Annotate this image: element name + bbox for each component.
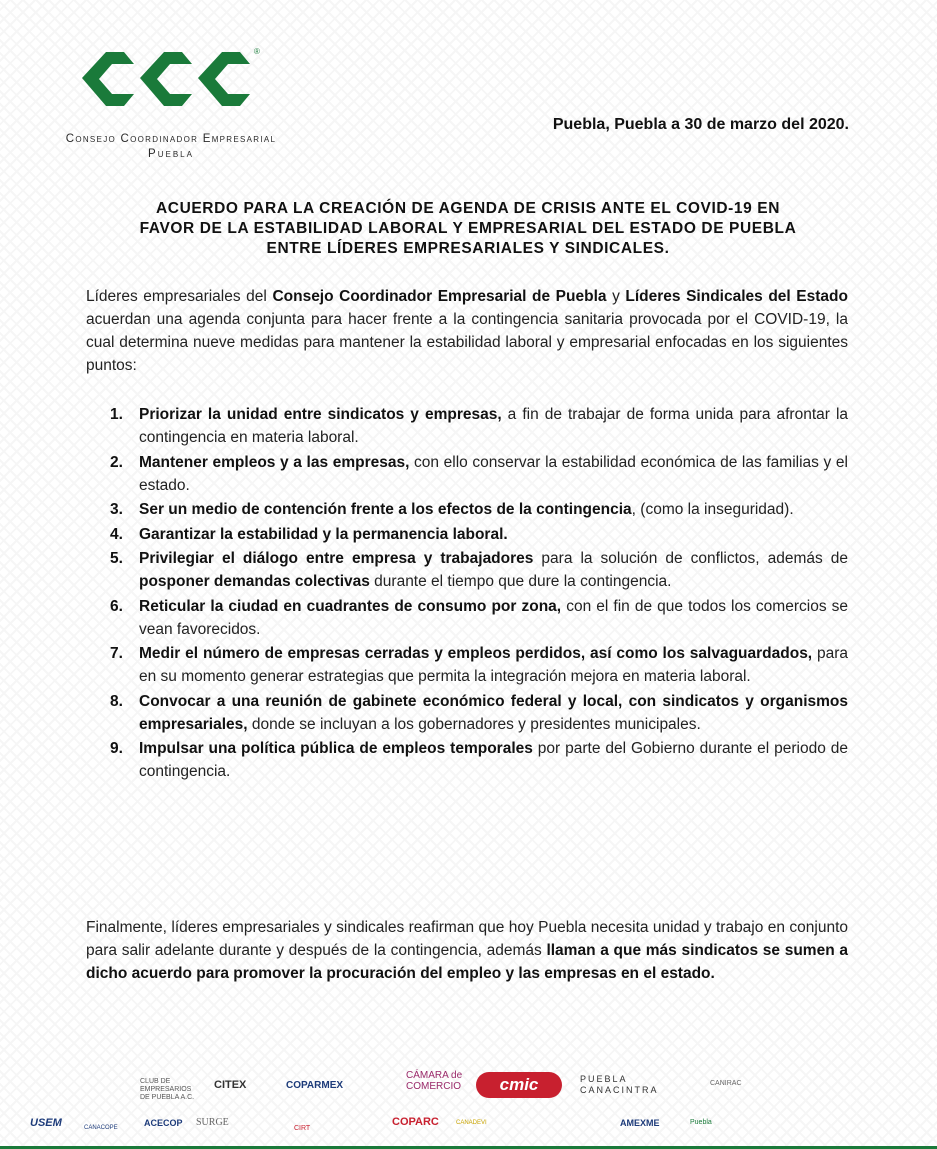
- item-bold: posponer demandas colectivas: [139, 573, 370, 590]
- sponsor-logo: COPARC: [392, 1116, 439, 1128]
- item-number: 9.: [110, 740, 123, 757]
- item-number: 1.: [110, 406, 123, 423]
- sponsor-logo: cmic: [476, 1072, 562, 1098]
- sponsor-logo: CLUB DE EMPRESARIOS DE PUEBLA A.C.: [140, 1078, 195, 1101]
- org-name: Consejo Coordinador Empresarial: [65, 133, 277, 145]
- intro-bold: Líderes Sindicales del Estado: [625, 288, 848, 305]
- list-item: [86, 547, 848, 593]
- item-number: 3.: [110, 501, 123, 518]
- item-text: por parte del Gobierno durante el periodo de contingencia.: [139, 740, 848, 780]
- sponsor-row-bottom: [30, 1111, 910, 1141]
- closing-bold: llaman a que más sindicatos se sumen a dicho acuerdo para promover la procuración del empleo y las empresas en el estado.: [86, 942, 848, 982]
- cce-logo-mark: [78, 44, 263, 116]
- list-item: [86, 690, 848, 736]
- intro-bold: Consejo Coordinador Empresarial de Puebla: [272, 288, 607, 305]
- item-text: a fin de trabajar de forma unida para afrontar la contingencia en materia laboral.: [139, 406, 849, 446]
- item-text: para en su momento generar estrategias que permita la integración mejora en materia laboral.: [139, 645, 848, 685]
- item-bold: Medir el número de empresas cerradas y empleos perdidos, así como los salvaguardados,: [139, 645, 813, 662]
- item-number: 5.: [110, 550, 123, 567]
- intro-text: Líderes empresariales del: [86, 288, 273, 305]
- list-item: [86, 737, 848, 783]
- item-number: 2.: [110, 453, 123, 471]
- sponsor-logo: SURGE: [196, 1117, 229, 1128]
- item-number: 7.: [110, 645, 123, 662]
- item-bold: Reticular la ciudad en cuadrantes de consumo por zona,: [139, 597, 562, 615]
- item-text: durante el tiempo que dure la contingencia.: [369, 573, 672, 590]
- sponsor-logo: CANIRAC: [710, 1080, 742, 1087]
- title-line: ENTRE LÍDERES EMPRESARIALES Y SINDICALES.: [266, 240, 670, 257]
- title-line: FAVOR DE LA ESTABILIDAD LABORAL Y EMPRESARIAL DEL ESTADO DE PUEBLA: [139, 220, 797, 237]
- date-line: Puebla, Puebla a 30 de marzo del 2020.: [552, 116, 849, 133]
- sponsor-logo: AMEXME: [620, 1118, 660, 1128]
- sponsor-logo: ACECOP: [144, 1118, 183, 1128]
- sponsor-logo: CANADEVI: [456, 1120, 487, 1126]
- item-bold: Mantener empleos y a las empresas,: [139, 453, 410, 471]
- closing-paragraph: [86, 916, 848, 985]
- item-number: 8.: [110, 692, 123, 710]
- list-item: [86, 403, 848, 449]
- sponsor-logo: PUEBLA CANACINTRA: [580, 1074, 659, 1095]
- sponsor-logo: CANACOPE: [84, 1125, 118, 1131]
- sponsor-logo: USEM: [30, 1117, 62, 1129]
- item-text: para la solución de conflictos, además de: [533, 550, 848, 567]
- item-bold: Impulsar una política pública de empleos temporales: [139, 740, 533, 757]
- sponsor-logo: CÁMARA de COMERCIO: [406, 1070, 463, 1092]
- item-bold: Priorizar la unidad entre sindicatos y empresas,: [139, 406, 502, 423]
- list-item: [86, 451, 848, 497]
- sponsor-row-top: [140, 1068, 800, 1102]
- sponsor-logo: COPARMEX: [286, 1080, 344, 1091]
- list-item: [86, 523, 848, 546]
- title-line: ACUERDO PARA LA CREACIÓN DE AGENDA DE CRISIS ANTE EL COVID-19 EN: [155, 200, 780, 217]
- item-bold: Privilegiar el diálogo entre empresa y trabajadores: [139, 550, 534, 567]
- sponsor-logo: CITEX: [214, 1079, 247, 1091]
- document-title: [86, 199, 850, 259]
- measures-list: [86, 403, 848, 785]
- item-text: , (como la inseguridad).: [631, 501, 794, 518]
- intro-text: y: [606, 288, 626, 305]
- closing-text: Finalmente, líderes empresariales y sindicales reafirman que hoy Puebla necesita unidad y trabajo en conjunto para salir adelante durante y después de la contingencia, además: [86, 919, 848, 959]
- cce-logo: [40, 44, 310, 164]
- svg-text:®: ®: [254, 47, 260, 56]
- intro-text: acuerdan una agenda conjunta para hacer frente a la contingencia sanitaria provocada por el COVID-19, la cual determina nueve medidas para mantener la estabilidad laboral y empresarial enfocadas en los siguientes puntos:: [86, 311, 848, 374]
- item-bold: Ser un medio de contención frente a los efectos de la contingencia: [139, 501, 632, 518]
- intro-paragraph: [86, 285, 848, 377]
- item-text: con el fin de que todos los comercios se vean favorecidos.: [139, 597, 849, 638]
- item-number: 6.: [110, 597, 123, 615]
- list-item: [86, 498, 848, 521]
- list-item: [86, 642, 848, 688]
- org-city: Puebla: [148, 148, 194, 160]
- sponsor-logo: CIRT: [294, 1125, 311, 1132]
- item-text: donde se incluyan a los gobernadores y presidentes municipales.: [247, 715, 701, 733]
- list-item: [86, 595, 848, 641]
- item-number: 4.: [110, 525, 123, 543]
- item-text: con ello conservar la estabilidad económica de las familias y el estado.: [139, 453, 848, 494]
- item-bold: Garantizar la estabilidad y la permanencia laboral.: [139, 525, 508, 543]
- sponsor-logo: Puebla: [690, 1119, 712, 1126]
- item-bold: Convocar a una reunión de gabinete económico federal y local, con sindicatos y organismos empresariales,: [139, 692, 848, 733]
- sponsor-logos: [0, 1062, 937, 1149]
